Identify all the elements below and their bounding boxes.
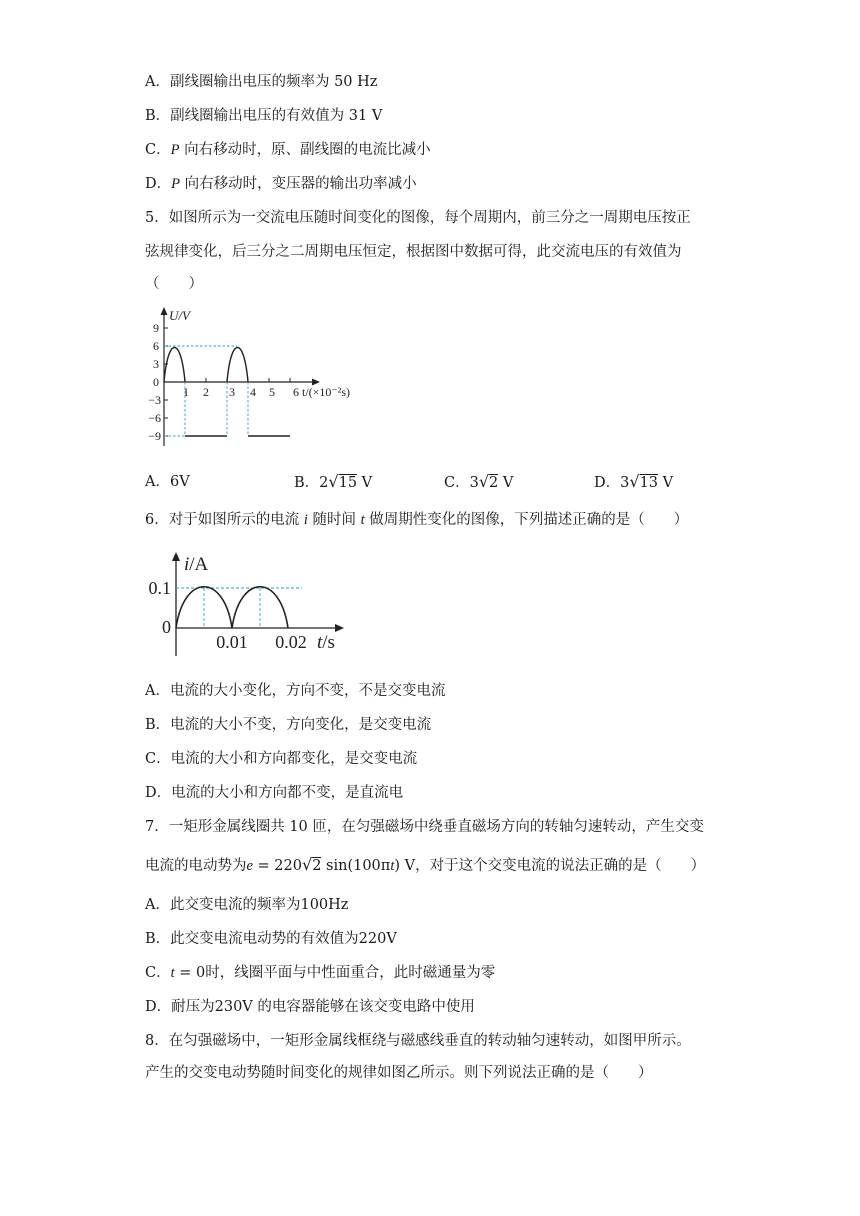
q5-xtick: 4 xyxy=(250,385,256,399)
q5-ytick: −3 xyxy=(148,393,161,407)
q7-option-c: C．t = 0时，线圈平面与中性面重合，此时磁通量为零 xyxy=(145,965,496,981)
q5-voltage-graph xyxy=(140,304,370,450)
q6-ytick: 0.1 xyxy=(148,578,171,598)
q5-xtick: 6 xyxy=(293,385,299,399)
q5-x-axis-label: t/(×10⁻²s) xyxy=(302,385,351,399)
q6-y-axis-label: i/A xyxy=(184,554,209,575)
q5-stem-line1: 5．如图所示为一交流电压随时间变化的图像，每个周期内，前三分之一周期电压按正 xyxy=(145,210,691,226)
q5-stem-line3: （ ） xyxy=(145,276,203,292)
q5-ytick: 9 xyxy=(153,321,159,335)
q5-option-d: D．3√13 V xyxy=(594,472,674,491)
q5-xtick: 1 xyxy=(183,385,189,399)
q4-option-d: D．P 向右移动时，变压器的输出功率减小 xyxy=(145,176,417,192)
q6-stem: 6．对于如图所示的电流 i 随时间 t 做周期性变化的图像，下列描述正确的是（ ） xyxy=(145,512,689,528)
q6-x-axis-label: t/s xyxy=(317,632,335,653)
q5-stem-line2: 弦规律变化，后三分之二周期电压恒定，根据图中数据可得，此交流电压的有效值为 xyxy=(145,244,682,260)
q6-option-a: A．电流的大小变化，方向不变，不是交变电流 xyxy=(145,683,446,699)
q8-stem-line2: 产生的交变电动势随时间变化的规律如图乙所示。则下列说法正确的是（ ） xyxy=(145,1065,653,1081)
q5-ytick: −9 xyxy=(148,429,161,443)
q6-option-d: D．电流的大小和方向都不变，是直流电 xyxy=(145,785,404,801)
q7-stem-line1: 7．一矩形金属线圈共 10 匝，在匀强磁场中绕垂直磁场方向的转轴匀速转动，产生交变 xyxy=(145,819,704,835)
q5-option-a: A．6V xyxy=(145,474,190,490)
q6-option-c: C．电流的大小和方向都变化，是交变电流 xyxy=(145,751,418,767)
q5-ytick: 0 xyxy=(153,375,159,389)
q6-xtick: 0.02 xyxy=(275,632,307,652)
q4-option-c: C．P 向右移动时，原、副线圈的电流比减小 xyxy=(145,142,431,158)
q5-option-c: C．3√2 V xyxy=(444,472,514,491)
q4-option-a: A．副线圈输出电压的频率为 50 Hz xyxy=(145,74,378,90)
q5-xtick: 5 xyxy=(269,385,275,399)
q5-xtick: 3 xyxy=(229,385,235,399)
q6-xtick: 0.01 xyxy=(216,632,248,652)
q7-option-b: B．此交变电流电动势的有效值为220V xyxy=(145,931,397,947)
q7-option-a: A．此交变电流的频率为100Hz xyxy=(145,897,349,913)
q4-option-b: B．副线圈输出电压的有效值为 31 V xyxy=(145,108,383,124)
q8-stem-line1: 8．在匀强磁场中，一矩形金属线框绕与磁感线垂直的转动轴匀速转动，如图甲所示。 xyxy=(145,1033,691,1049)
q6-current-graph xyxy=(140,548,370,663)
q5-option-b: B．2√15 V xyxy=(294,472,373,491)
q5-ytick: 6 xyxy=(153,339,159,353)
q5-ytick: −6 xyxy=(148,411,161,425)
q5-y-axis-label: U/V xyxy=(169,308,190,323)
q5-xtick: 2 xyxy=(203,385,209,399)
q7-stem-line2: 电流的电动势为e = 220√2 sin(100πt) V，对于这个交变电流的说法正确的是（ ） xyxy=(145,855,706,874)
q5-ytick: 3 xyxy=(153,357,159,371)
q6-ytick: 0 xyxy=(162,617,171,637)
q6-option-b: B．电流的大小不变，方向变化，是交变电流 xyxy=(145,717,432,733)
q7-option-d: D．耐压为230V 的电容器能够在该交变电路中使用 xyxy=(145,999,475,1015)
